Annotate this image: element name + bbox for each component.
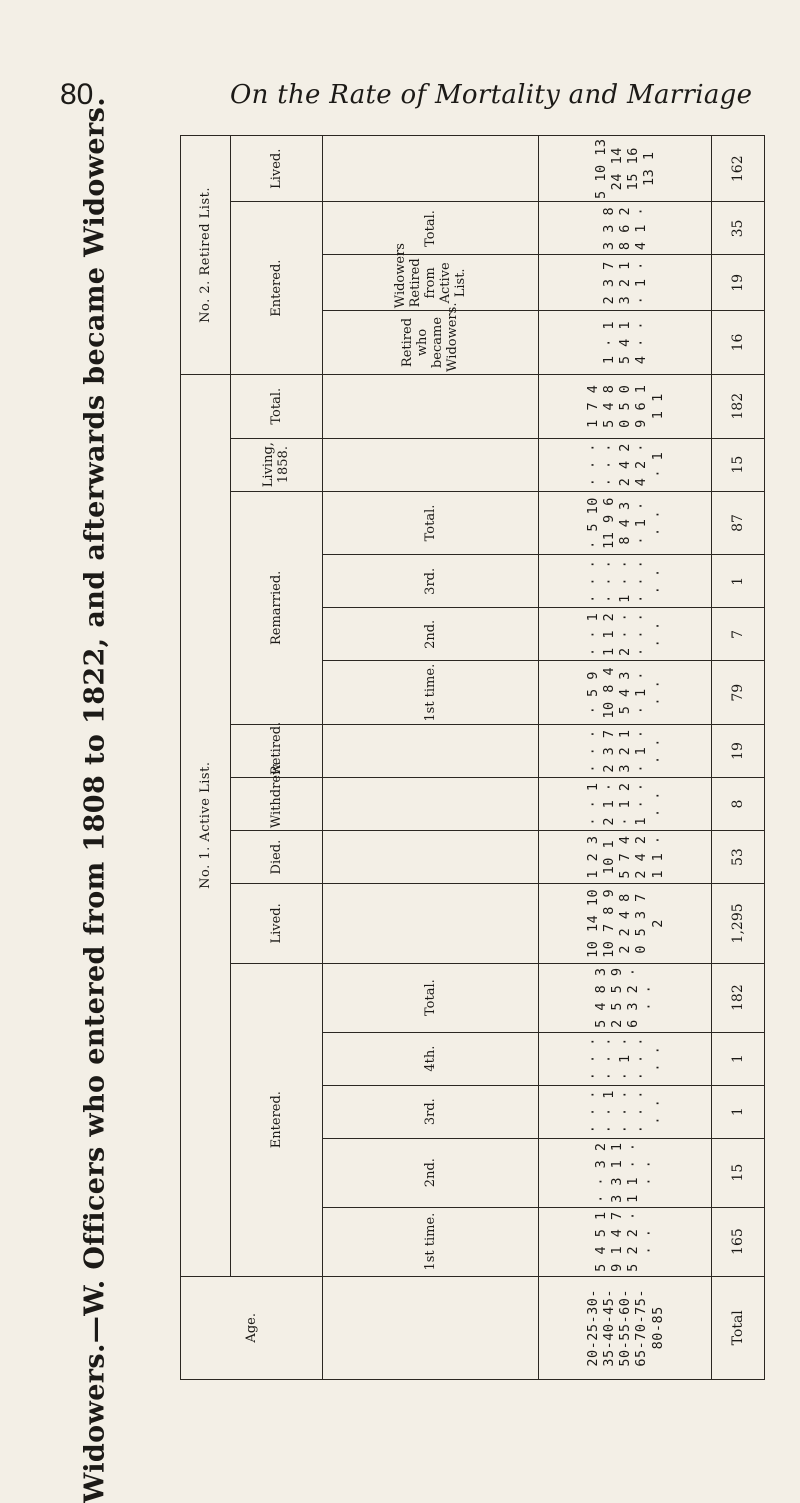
subheader-row <box>322 136 539 1380</box>
total-active-lived: 1,295 <box>712 884 765 964</box>
age-header: Age. <box>181 1276 323 1379</box>
header-died: Died. <box>230 831 322 884</box>
mortality-table <box>180 135 765 1380</box>
col-widowers-retired: 2 3 7 3 2 1 · 1 · <box>539 255 712 311</box>
sub-lived <box>322 884 539 964</box>
col-retired-widowers: 1 · 1 5 4 1 4 · · <box>539 311 712 375</box>
sub-1st: 1st time. <box>322 1207 539 1276</box>
header-total: Total. <box>230 374 322 438</box>
retired-list-header: No. 2. Retired List. <box>181 136 231 375</box>
sub-living <box>322 438 539 491</box>
total-retired-lived: 162 <box>712 136 765 202</box>
col-active-retired: · · · 2 3 7 3 2 1 · 1 · · · <box>539 725 712 778</box>
total-active-total: 182 <box>712 374 765 438</box>
total-widowers-retired: 19 <box>712 255 765 311</box>
total-active-living: 15 <box>712 438 765 491</box>
header-withdrew: Withdrew. <box>230 778 322 831</box>
total-active-remarried-3rd: 1 <box>712 555 765 608</box>
total-active-entered-1st: 165 <box>712 1207 765 1276</box>
retired-entered-group: Entered. <box>230 202 322 374</box>
col-active-died: 1 2 3 10 1 5 7 4 2 4 2 1 1 · <box>539 831 712 884</box>
total-active-entered-total: 182 <box>712 963 765 1032</box>
total-active-retired: 19 <box>712 725 765 778</box>
sub-retired-lived <box>322 136 539 202</box>
col-active-remarried-total: · 5 10 11 9 6 8 4 3 · 1 · · · <box>539 491 712 555</box>
header-retired-lived: Lived. <box>230 136 322 202</box>
col-active-entered-total: 5 4 8 3 2 5 5 9 6 3 2 · · · <box>539 963 712 1032</box>
col-active-entered-3rd: · · · · · 1 · · · · · · · · <box>539 1085 712 1138</box>
sub-3rd: 3rd. <box>322 1085 539 1138</box>
col-active-remarried-1st: · 5 9 10 8 4 5 4 3 · 1 · · · <box>539 661 712 725</box>
header-living: Living, 1858. <box>230 438 322 491</box>
col-active-entered-1st: 5 4 5 1 9 1 4 7 5 2 2 · · · <box>539 1207 712 1276</box>
total-label: Total <box>712 1276 765 1379</box>
sub-rem-1st: 1st time. <box>322 661 539 725</box>
list-header-row <box>181 136 231 1380</box>
total-active-entered-3rd: 1 <box>712 1085 765 1138</box>
sub-rem-total: Total. <box>322 491 539 555</box>
col-active-entered-4th: · · · · · · · 1 · · · · · · <box>539 1032 712 1085</box>
mortality-table-rotated <box>180 135 765 1380</box>
col-active-lived: 10 14 10 10 7 8 9 2 2 4 8 0 5 3 7 2 <box>539 884 712 964</box>
sub-retired-widowers: Retired who became Widowers. <box>322 311 539 375</box>
col-active-withdrew: · · 1 2 1 · · 1 2 1 · · · · <box>539 778 712 831</box>
sub-total: Total. <box>322 963 539 1032</box>
col-active-remarried-3rd: · · · · · · 1 · · · · · · · <box>539 555 712 608</box>
sub-4th: 4th. <box>322 1032 539 1085</box>
group-header-row <box>230 136 322 1380</box>
col-active-total: 1 7 4 5 4 8 0 5 0 9 6 1 1 1 <box>539 374 712 438</box>
total-active-remarried-1st: 79 <box>712 661 765 725</box>
sub-died <box>322 831 539 884</box>
sub-retired-total: Total. <box>322 202 539 255</box>
sub-retired <box>322 725 539 778</box>
col-active-entered-2nd: · · 3 2 3 3 1 1 1 1 · · · · <box>539 1138 712 1207</box>
active-entered-group: Entered. <box>230 963 322 1276</box>
total-active-entered-2nd: 15 <box>712 1138 765 1207</box>
total-active-remarried-2nd: 7 <box>712 608 765 661</box>
sub-2nd: 2nd. <box>322 1138 539 1207</box>
page-number: 80 <box>60 78 94 111</box>
sub-rem-2nd: 2nd. <box>322 608 539 661</box>
active-list-header: No. 1. Active List. <box>181 374 231 1276</box>
col-active-remarried-2nd: · · 1 1 1 2 2 · · · · · · · <box>539 608 712 661</box>
col-active-living: · · · · · · 2 4 2 4 2 · · 1 <box>539 438 712 491</box>
sub-withdrew <box>322 778 539 831</box>
blank-cell <box>322 1276 539 1379</box>
col-retired-lived: 5 10 13 24 14 15 16 13 1 <box>539 136 712 202</box>
total-active-entered-4th: 1 <box>712 1032 765 1085</box>
total-retired-widowers: 16 <box>712 311 765 375</box>
col-retired-total: 3 3 8 8 6 2 4 1 · <box>539 202 712 255</box>
header-retired: Retired. <box>230 725 322 778</box>
total-retired-total: 35 <box>712 202 765 255</box>
sub-rem-3rd: 3rd. <box>322 555 539 608</box>
active-remarried-group: Remarried. <box>230 491 322 724</box>
total-active-withdrew: 8 <box>712 778 765 831</box>
total-row <box>712 136 765 1380</box>
sub-widowers-retired: Widowers Retired from Active List. <box>322 255 539 311</box>
header-lived: Lived. <box>230 884 322 964</box>
age-ranges: 20-25-30-35-40-45-50-55-60-65-70-75-80-85 <box>539 1276 712 1379</box>
table-title: Widowers.—W. Officers who entered from 1808 to 1822, and afterwards became Widowers. <box>79 96 111 1503</box>
sub-active-total <box>322 374 539 438</box>
running-head: On the Rate of Mortality and Marriage <box>230 80 753 110</box>
data-row <box>539 136 712 1380</box>
total-active-died: 53 <box>712 831 765 884</box>
total-active-remarried-total: 87 <box>712 491 765 555</box>
